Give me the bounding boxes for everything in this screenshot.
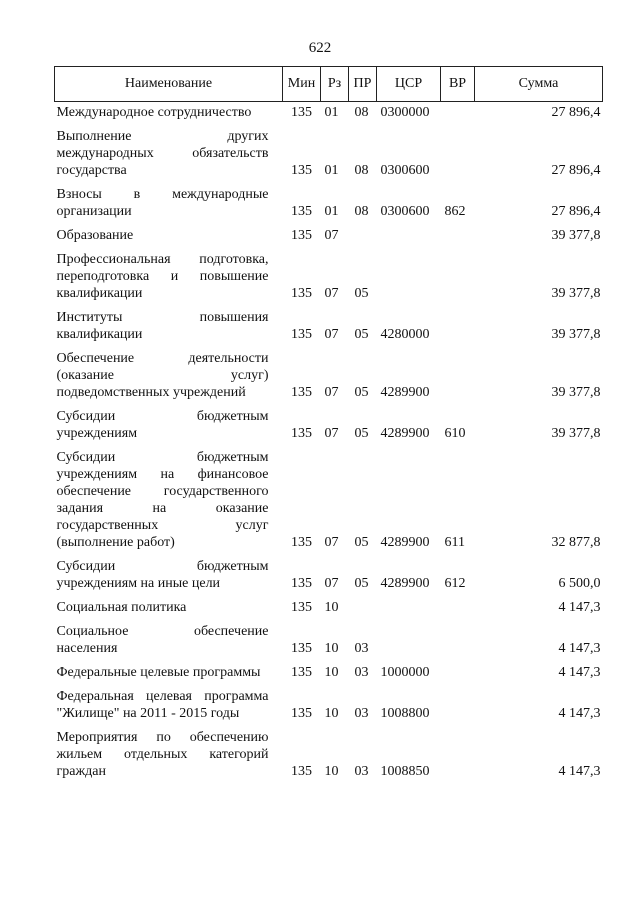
table-row: [55, 621, 603, 662]
row-vr: [441, 597, 475, 621]
row-sum: 4 147,3: [558, 665, 601, 680]
row-rz: 07: [324, 228, 339, 243]
row-vr: [441, 307, 475, 348]
row-csr: [377, 621, 441, 662]
row-rz: 10: [324, 600, 339, 615]
row-name: Социальная политика: [56, 600, 187, 615]
header-vr: ВР: [441, 67, 475, 102]
row-min: 135: [291, 204, 312, 219]
row-rz: 07: [324, 426, 339, 441]
row-sum: 27 896,4: [551, 163, 601, 178]
row-vr: [441, 348, 475, 406]
row-name: Субсидии бюджетным учреждениям на финансовое обеспечение государственного задания на оказание государственных услуг (выполнение работ): [56, 450, 269, 550]
row-min: 135: [291, 426, 312, 441]
row-min: 135: [291, 105, 312, 120]
row-vr: [441, 102, 475, 127]
row-csr: 0300600: [380, 163, 430, 178]
header-pr: ПР: [349, 67, 377, 102]
row-pr: 03: [354, 706, 369, 721]
row-csr: 1000000: [380, 665, 430, 680]
table-row: [55, 447, 603, 556]
row-min: 135: [291, 385, 312, 400]
row-rz: 07: [324, 286, 339, 301]
row-name: Профессиональная подготовка, переподготовка и повышение квалификации: [56, 252, 269, 301]
row-min: 135: [291, 665, 312, 680]
header-name: Наименование: [55, 67, 283, 102]
header-row: [55, 67, 603, 102]
row-vr: 862: [444, 204, 466, 219]
row-csr: 1008850: [380, 764, 430, 779]
row-vr: [441, 662, 475, 686]
row-vr: [441, 686, 475, 727]
row-vr: 611: [444, 535, 465, 550]
row-sum: 6 500,0: [558, 576, 601, 591]
row-csr: [377, 225, 441, 249]
row-sum: 39 377,8: [551, 327, 601, 342]
table-row: [55, 225, 603, 249]
budget-table: [54, 66, 603, 785]
row-name: Мероприятия по обеспечению жильем отдельных категорий граждан: [56, 730, 269, 779]
row-rz: 10: [324, 706, 339, 721]
row-min: 135: [291, 706, 312, 721]
row-vr: [441, 727, 475, 785]
row-sum: 27 896,4: [551, 204, 601, 219]
row-vr: [441, 126, 475, 184]
row-vr: 612: [444, 576, 466, 591]
table-row: [55, 348, 603, 406]
row-name: Субсидии бюджетным учреждениям: [56, 409, 269, 441]
row-min: 135: [291, 286, 312, 301]
row-sum: 4 147,3: [558, 706, 601, 721]
row-pr: 05: [354, 286, 369, 301]
row-min: 135: [291, 764, 312, 779]
row-csr: 0300000: [380, 105, 430, 120]
row-pr: 03: [354, 665, 369, 680]
row-min: 135: [291, 228, 312, 243]
table-row: [55, 249, 603, 307]
header-min: Мин: [283, 67, 321, 102]
row-sum: 32 877,8: [551, 535, 601, 550]
row-sum: 39 377,8: [551, 385, 601, 400]
row-rz: 01: [324, 105, 339, 120]
row-csr: 4289900: [380, 576, 430, 591]
row-pr: 08: [354, 105, 369, 120]
row-rz: 07: [324, 576, 339, 591]
row-sum: 39 377,8: [551, 228, 601, 243]
row-name: Федеральные целевые программы: [56, 665, 261, 680]
row-pr: 05: [354, 535, 369, 550]
row-csr: 4289900: [380, 535, 430, 550]
row-min: 135: [291, 327, 312, 342]
row-csr: 1008800: [380, 706, 430, 721]
row-pr: 05: [354, 327, 369, 342]
table-row: [55, 597, 603, 621]
row-pr: 03: [354, 641, 369, 656]
table-row: [55, 102, 603, 127]
table-row: [55, 686, 603, 727]
table-row: [55, 307, 603, 348]
row-rz: 07: [324, 327, 339, 342]
row-pr: 05: [354, 576, 369, 591]
row-csr: 4289900: [380, 426, 430, 441]
row-vr: 610: [444, 426, 466, 441]
row-vr: [441, 249, 475, 307]
row-name: Субсидии бюджетным учреждениям на иные цели: [56, 559, 269, 591]
row-name: Обеспечение деятельности (оказание услуг) подведомственных учреждений: [56, 351, 269, 400]
row-csr: [377, 249, 441, 307]
table-row: [55, 184, 603, 225]
row-sum: 4 147,3: [558, 600, 601, 615]
row-pr: 03: [354, 764, 369, 779]
row-name: Выполнение других международных обязательств государства: [56, 129, 269, 178]
table-row: [55, 727, 603, 785]
row-pr: [349, 597, 377, 621]
row-rz: 10: [324, 764, 339, 779]
header-rz: Рз: [321, 67, 349, 102]
row-name: Федеральная целевая программа "Жилище" на 2011 - 2015 годы: [56, 689, 269, 721]
row-min: 135: [291, 535, 312, 550]
row-min: 135: [291, 576, 312, 591]
row-rz: 07: [324, 535, 339, 550]
row-csr: 0300600: [380, 204, 430, 219]
row-vr: [441, 225, 475, 249]
row-rz: 01: [324, 163, 339, 178]
row-csr: 4289900: [380, 385, 430, 400]
row-min: 135: [291, 163, 312, 178]
row-name: Социальное обеспечение населения: [56, 624, 269, 656]
table-row: [55, 126, 603, 184]
table-row: [55, 662, 603, 686]
page-number: 622: [308, 40, 332, 56]
row-name: Международное сотрудничество: [56, 105, 252, 120]
row-sum: 39 377,8: [551, 286, 601, 301]
table-row: [55, 406, 603, 447]
table-row: [55, 556, 603, 597]
row-name: Институты повышения квалификации: [56, 310, 269, 342]
row-min: 135: [291, 600, 312, 615]
row-vr: [441, 621, 475, 662]
row-pr: [349, 225, 377, 249]
row-sum: 27 896,4: [551, 105, 601, 120]
row-pr: 08: [354, 163, 369, 178]
row-rz: 10: [324, 665, 339, 680]
row-name: Взносы в международные организации: [56, 187, 269, 219]
row-csr: 4280000: [380, 327, 430, 342]
row-rz: 01: [324, 204, 339, 219]
header-sum: Сумма: [475, 67, 603, 102]
row-sum: 4 147,3: [558, 764, 601, 779]
row-sum: 4 147,3: [558, 641, 601, 656]
row-name: Образование: [56, 228, 134, 243]
row-csr: [377, 597, 441, 621]
row-min: 135: [291, 641, 312, 656]
row-pr: 05: [354, 426, 369, 441]
header-csr: ЦСР: [377, 67, 441, 102]
row-rz: 10: [324, 641, 339, 656]
row-pr: 08: [354, 204, 369, 219]
row-rz: 07: [324, 385, 339, 400]
row-sum: 39 377,8: [551, 426, 601, 441]
row-pr: 05: [354, 385, 369, 400]
